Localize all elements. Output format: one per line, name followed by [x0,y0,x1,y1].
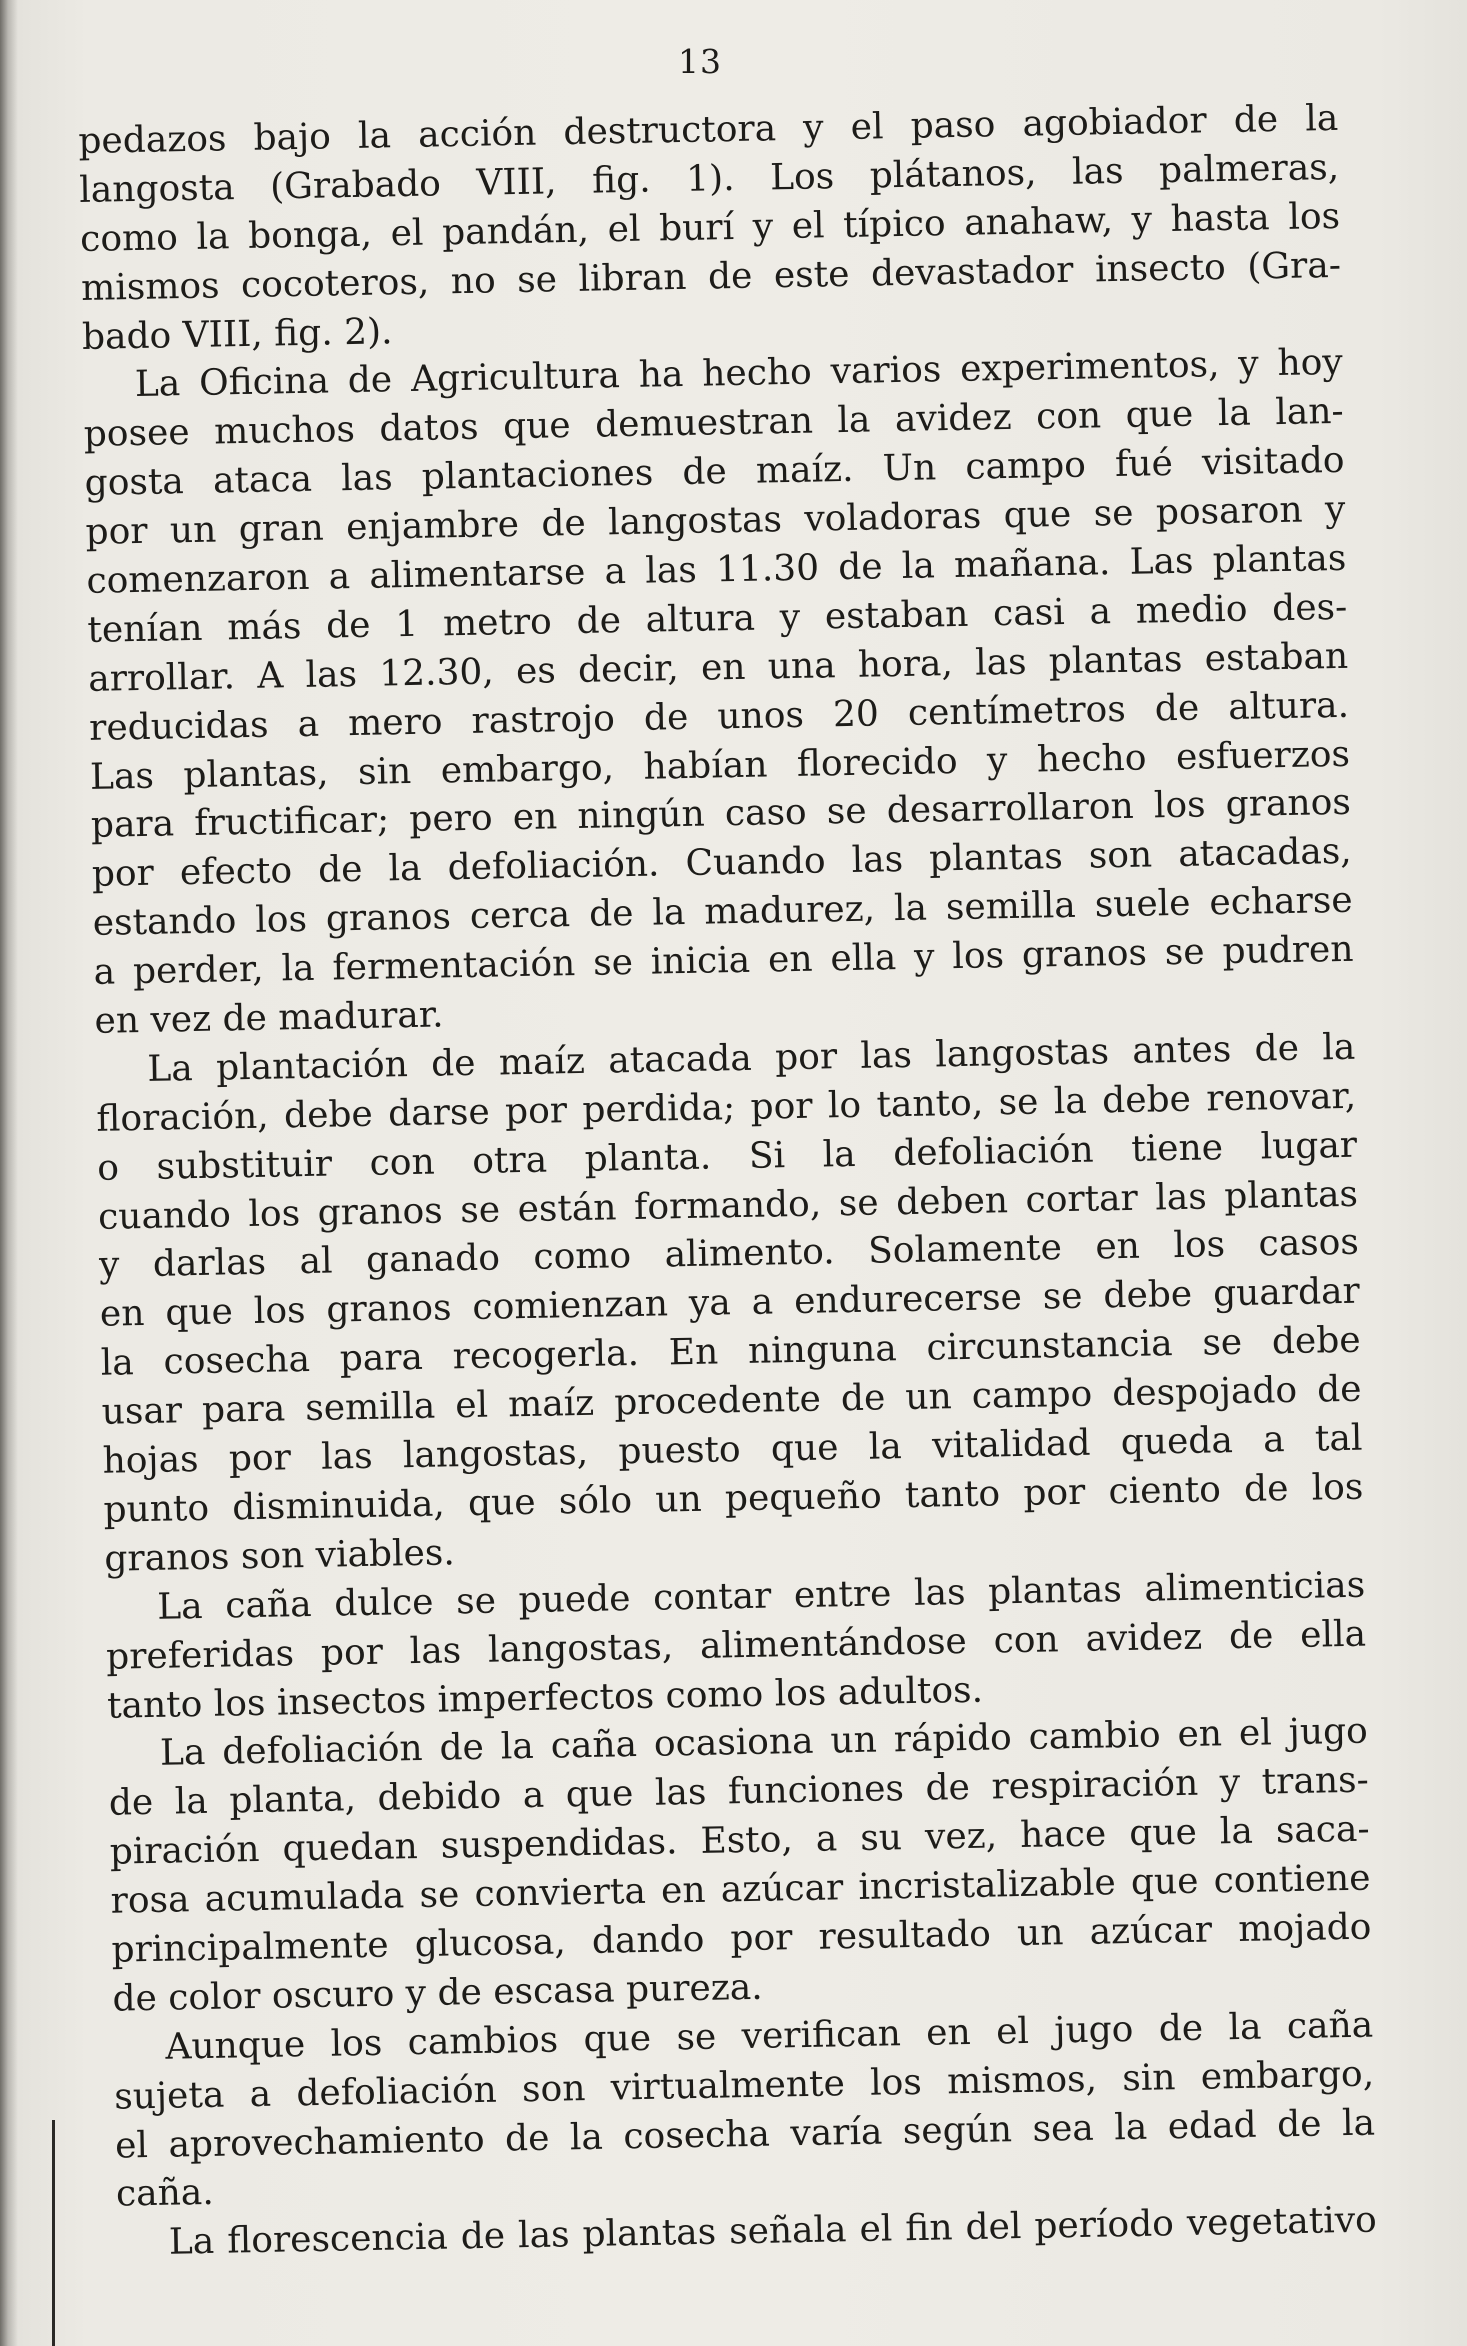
text-line: bado VIII, fig. 2). [81,310,393,358]
text-line: en que los granos comienzan ya a endurecerse se debe guardar [99,1271,1361,1336]
page-number: 13 [678,42,722,81]
text-line: Las plantas, sin embargo, habían florecido y hecho esfuerzos [89,733,1351,798]
text-line: cuando los granos se están formando, se deben cortar las plantas [97,1173,1359,1238]
text-line: posee muchos datos que demuestran la avidez con que la lan- [83,391,1344,456]
text-line: arrollar. A las 12.30, es decir, en una hora, las plantas estaban [87,635,1349,700]
text-line: de la planta, debido a que las funciones de respiración y trans- [108,1759,1370,1824]
text-line: sujeta a defoliación son virtualmente los mismos, sin embargo, [113,2053,1375,2118]
text-line: por efecto de la defoliación. Cuando las plantas son atacadas, [91,831,1353,896]
page-edge-shadow [0,0,18,2346]
text-line: estando los granos cerca de la madurez, la semilla suele echarse [92,880,1353,945]
text-line: usar para semilla el maíz procedente de un campo despojado de [101,1368,1362,1433]
text-line: tanto los insectos imperfectos como los adultos. [106,1669,984,1727]
text-line: gosta ataca las plantaciones de maíz. Un campo fué visitado [84,440,1345,505]
text-line: punto disminuida, que sólo un pequeño tanto por ciento de los [103,1466,1364,1531]
text-line: tenían más de 1 metro de altura y estaban casi a medio des- [87,586,1348,651]
text-line: en vez de madurar. [94,994,444,1042]
text-line: La Oficina de Agricultura ha hecho varios experimentos, y hoy [134,342,1344,406]
text-line: reducidas a mero rastrojo de unos 20 centímetros de altura. [88,684,1350,749]
text-line: a perder, la fermentación se inicia en ella y los granos se pudren [93,928,1354,993]
text-line: granos son viables. [104,1532,456,1580]
text-line: La florescencia de las plantas señala el fin del período vegetativo [168,2199,1378,2263]
text-line: hojas por las langostas, puesto que la vitalidad queda a tal [102,1417,1363,1482]
body-text [78,95,1377,2269]
text-line: de color oscuro y de escasa pureza. [112,1966,764,2020]
text-line: floración, debe darse por perdida; por lo tanto, se la debe renovar, [95,1075,1357,1140]
text-line: la cosecha para recogerla. En ninguna circunstancia se debe [100,1319,1361,1385]
text-line: como la bonga, el pandán, el burí y el típico anahaw, y hasta los [79,195,1341,260]
binding-mark [52,2120,55,2346]
text-line: preferidas por las langostas, alimentándose con avidez de ella [105,1613,1367,1678]
text-line: caña. [115,2172,215,2216]
text-line: La plantación de maíz atacada por las langostas antes de la [147,1026,1356,1090]
text-line: y darlas al ganado como alimento. Solamente en los casos [98,1222,1360,1287]
text-line: pedazos bajo la acción destructora y el paso agobiador de la [78,97,1339,162]
text-line: por un gran enjambre de langostas voladoras que se posaron y [85,488,1346,554]
text-line: comenzaron a alimentarse a las 11.30 de la mañana. Las plantas [86,537,1347,602]
text-line: para fructificar; pero en ningún caso se desarrollaron los granos [90,782,1352,847]
text-line: o substituir con otra planta. Si la defoliación tiene lugar [96,1124,1358,1189]
text-line: langosta (Grabado VIII, fig. 1). Los plátanos, las palmeras, [78,146,1340,211]
text-line: rosa acumulada se convierta en azúcar incristalizable que contiene [110,1857,1371,1922]
text-line: La defoliación de la caña ocasiona un rápido cambio en el jugo [159,1711,1369,1775]
text-line: mismos cocoteros, no se libran de este devastador insecto (Gra- [80,244,1342,309]
text-line: piración quedan suspendidas. Esto, a su vez, hace que la saca- [109,1808,1370,1873]
text-line: Aunque los cambios que se verifican en el jugo de la caña [164,2004,1374,2068]
text-line: principalmente glucosa, dando por resultado un azúcar mojado [111,1906,1372,1971]
text-line: La caña dulce se puede contar entre las plantas alimenticias [156,1564,1366,1628]
text-line: el aprovechamiento de la cosecha varía según sea la edad de la [114,2102,1376,2167]
